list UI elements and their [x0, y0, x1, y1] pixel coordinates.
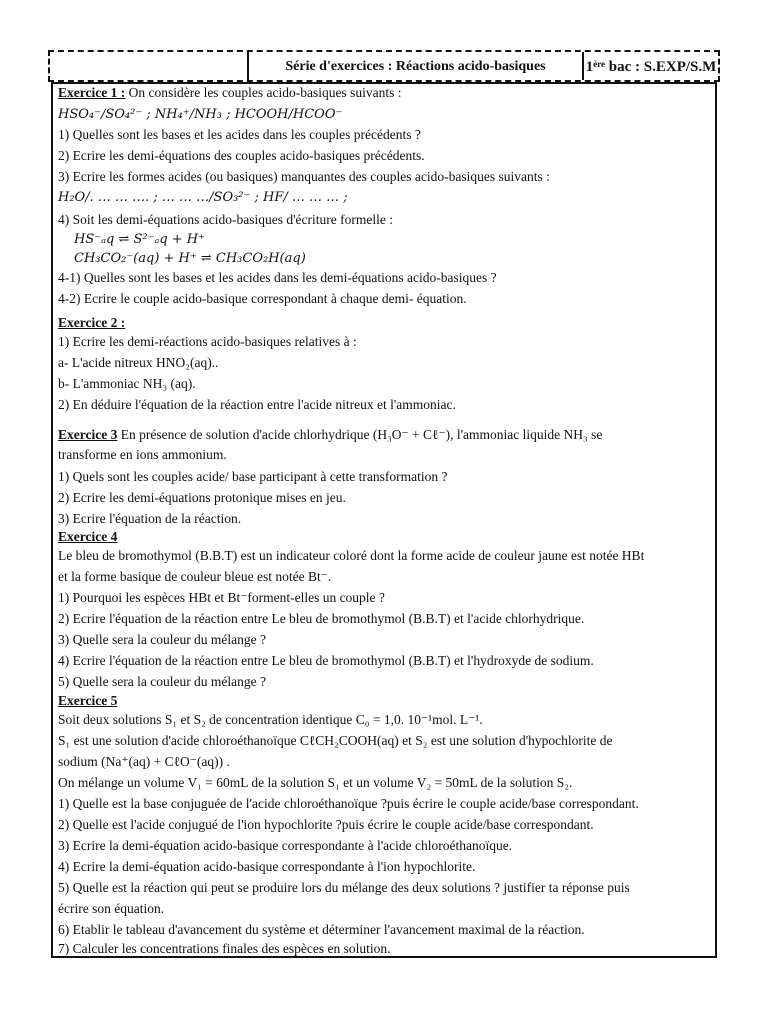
ex2-b: b- L'ammoniac NH₃ (aq). — [58, 376, 196, 391]
ex5-line2: S₁ est une solution d'acide chloroéthanoïque CℓCH₂COOH(aq) et S₂ est une solution d'hypochlorite de — [58, 733, 613, 748]
ex1-q42: 4-2) Ecrire le couple acido-basique correspondant à chaque demi- équation. — [58, 291, 467, 306]
ex4-intro2: et la forme basique de couleur bleue est notée Bt⁻. — [58, 569, 332, 584]
ex5-line1: Soit deux solutions S₁ et S₂ de concentration identique C₀ = 1,0. 10⁻¹mol. L⁻¹. — [58, 712, 483, 727]
ex4-q1: 1) Pourquoi les espèces HBt et Bt⁻forment-elles un couple ? — [58, 590, 385, 605]
ex1-eq2: CH₃CO₂⁻(aq) + H⁺ ⇌ CH₃CO₂H(aq) — [74, 251, 306, 266]
class-level — [584, 52, 718, 80]
ex5-line4: On mélange un volume V₁ = 60mL de la solution S₁ et un volume V₂ = 50mL de la solution S₂. — [58, 775, 573, 790]
level-text: bac : S.EXP/S.M — [608, 59, 717, 75]
ex1-intro: On considère les couples acido-basiques suivants : — [125, 85, 402, 100]
ex5-q1: 1) Quelle est la base conjuguée de l'acide chloroéthanoïque ?puis écrire le couple acide/base correspondant. — [58, 796, 639, 811]
ex4-q5: 5) Quelle sera la couleur du mélange ? — [58, 674, 267, 689]
ex3-intro2: transforme en ions ammonium. — [58, 447, 227, 462]
ex1-eq1: HS⁻ₐq ⇌ S²⁻ₐq + H⁺ — [74, 232, 206, 247]
ex1-couples: HSO₄⁻/SO₄²⁻ ; NH₄⁺/NH₃ ; HCOOH/HCOO⁻ — [58, 107, 343, 122]
ex5-q7: 7) Calculer les concentrations finales des espèces en solution. — [58, 941, 391, 956]
ex4-q3: 3) Quelle sera la couleur du mélange ? — [58, 632, 267, 647]
ex2-q1: 1) Ecrire les demi-réactions acido-basiques relatives à : — [58, 334, 357, 349]
ex4-q4: 4) Ecrire l'équation de la réaction entre Le bleu de bromothymol (B.B.T) et l'hydroxyde de sodium. — [58, 653, 594, 668]
ex5-q6: 6) Etablir le tableau d'avancement du système et déterminer l'avancement maximal de la réaction. — [58, 922, 585, 937]
ex1-q2: 2) Ecrire les demi-équations des couples acido-basiques précédents. — [58, 148, 425, 163]
ex4-q2: 2) Ecrire l'équation de la réaction entre Le bleu de bromothymol (B.B.T) et l'acide chlorhydrique. — [58, 611, 585, 626]
level-number: 1 — [585, 59, 594, 75]
ex4-intro1: Le bleu de bromothymol (B.B.T) est un indicateur coloré dont la forme acide de couleur jaune est notée HBt — [58, 548, 645, 563]
ex1-title: Exercice 1 : — [58, 85, 126, 100]
ex5-q2: 2) Quelle est l'acide conjugué de l'ion hypochlorite ?puis écrire le couple acide/base correspondant. — [58, 817, 594, 832]
level-superscript: ère — [593, 59, 606, 69]
ex3-title: Exercice 3 — [58, 427, 118, 442]
ex5-q3: 3) Ecrire la demi-équation acido-basique correspondante à l'acide chloroéthanoïque. — [58, 838, 513, 853]
worksheet-title: Série d'exercices : Réactions acido-basiques — [247, 52, 584, 80]
ex3-q1: 1) Quels sont les couples acide/ base participant à cette transformation ? — [58, 469, 448, 484]
ex5-line3: sodium (Na⁺(aq) + CℓO⁻(aq)) . — [58, 754, 230, 769]
ex1-heading — [58, 84, 402, 102]
ex5-title: Exercice 5 — [58, 693, 118, 708]
ex1-q1: 1) Quelles sont les bases et les acides dans les couples précédents ? — [58, 127, 421, 142]
ex5-q5a: 5) Quelle est la réaction qui peut se produire lors du mélange des deux solutions ? justifier ta réponse puis — [58, 880, 630, 895]
ex5-q4: 4) Ecrire la demi-équation acido-basique correspondante à l'ion hypochlorite. — [58, 859, 476, 874]
ex3-heading — [58, 426, 602, 444]
ex4-title: Exercice 4 — [58, 529, 118, 544]
ex1-q4: 4) Soit les demi-équations acido-basiques d'écriture formelle : — [58, 212, 393, 227]
header-box — [48, 50, 720, 82]
ex3-q2: 2) Ecrire les demi-équations protonique mises en jeu. — [58, 490, 346, 505]
ex2-a: a- L'acide nitreux HNO₂(aq).. — [58, 355, 219, 370]
ex3-intro1: En présence de solution d'acide chlorhydrique (H₃O⁻ + Cℓ⁻), l'ammoniac liquide NH₃ se — [117, 427, 603, 442]
header-left-cell — [50, 52, 247, 80]
ex5-q5b: écrire son équation. — [58, 901, 165, 916]
ex1-q41: 4-1) Quelles sont les bases et les acides dans les demi-équations acido-basiques ? — [58, 270, 497, 285]
ex1-missing-forms: H₂O/. … … …. ; … … …/SO₃²⁻ ; HF/ … … … ; — [58, 190, 348, 205]
ex3-q3: 3) Ecrire l'équation de la réaction. — [58, 511, 242, 526]
ex2-q2: 2) En déduire l'équation de la réaction entre l'acide nitreux et l'ammoniac. — [58, 397, 456, 412]
ex2-title: Exercice 2 : — [58, 315, 126, 330]
ex1-q3: 3) Ecrire les formes acides (ou basiques) manquantes des couples acido-basiques suivants : — [58, 169, 550, 184]
